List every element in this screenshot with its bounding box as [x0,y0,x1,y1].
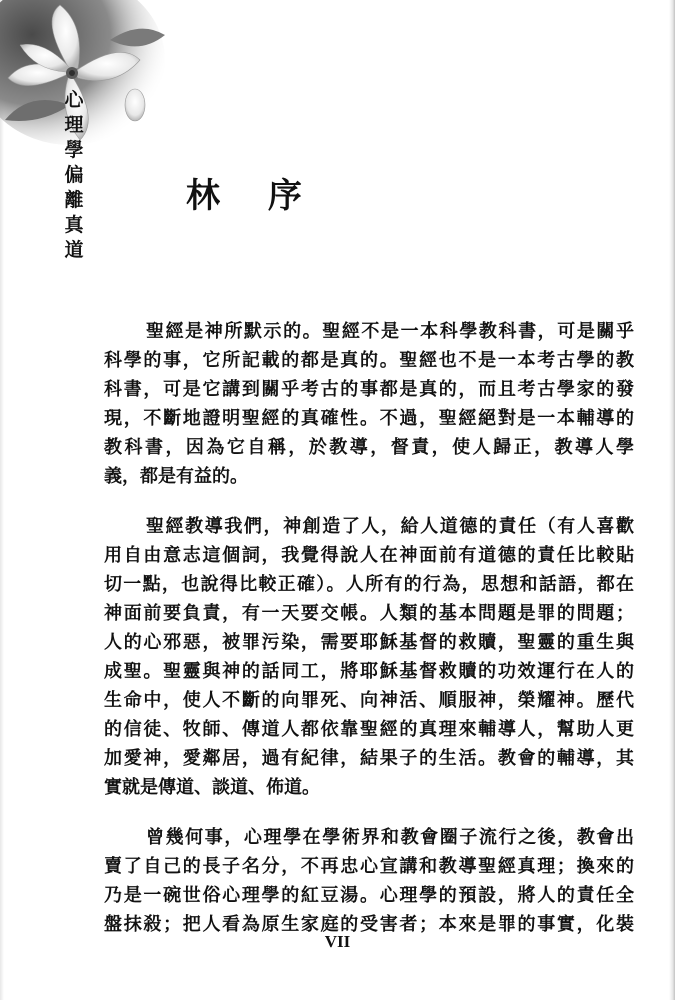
text-line: 乃是一碗世俗心理學的紅豆湯。心理學的預設，將人的責任全 [104,885,634,906]
text-line: 用自由意志這個詞，我覺得說人在神面前有道德的責任比較貼 [104,545,634,566]
preface-heading: 林 序 [186,176,320,216]
text-line: 盤抹殺；把人看為原生家庭的受害者；本來是罪的事實，化裝 [104,914,634,935]
text-line: 教科書，因為它自稱，於教導，督責，使人歸正，教導人學 [104,437,634,458]
text-line: 人的心邪惡，被罪污染，需要耶穌基督的救贖，聖靈的重生與 [104,632,634,653]
text-line: 聖經是神所默示的。聖經不是一本科學教科書，可是關乎 [146,321,634,342]
text-line: 切一點，也說得比較正確）。人所有的行為，思想和話語，都在 [104,574,634,595]
text-line: 科書，可是它講到關乎考古的事都是真的，而且考古學家的發 [104,379,634,400]
text-line: 實就是傳道、談道、佈道。 [104,777,320,798]
text-line: 加愛神，愛鄰居，過有紀律，結果子的生活。教會的輔導，其 [104,748,634,769]
text-line: 義，都是有益的。 [104,466,248,487]
paragraph [104,512,634,802]
text-line: 成聖。聖靈與神的話同工，將耶穌基督救贖的功效運行在人的 [104,661,634,682]
paragraph [104,823,634,939]
title-char: 理 [64,114,84,136]
title-char: 道 [64,239,84,261]
scan-shadow-right [669,0,675,1000]
text-line: 現，不斷地證明聖經的真確性。不過，聖經絕對是一本輔導的 [104,408,634,429]
text-line: 生命中，使人不斷的向罪死、向神活、順服神，榮耀神。歷代 [104,690,634,711]
page-number: VII [324,932,351,951]
text-line: 科學的事，它所記載的都是真的。聖經也不是一本考古學的教 [104,350,634,371]
title-char: 離 [64,189,84,211]
text-line: 聖經教導我們，神創造了人，給人道德的責任（有人喜歡 [146,516,634,537]
title-char: 偏 [64,164,84,186]
text-line: 神面前要負責，有一天要交帳。人類的基本問題是罪的問題； [104,603,634,624]
text-line: 賣了自己的長子名分，不再忠心宣講和教導聖經真理；換來的 [104,856,634,877]
body-text [104,317,634,960]
book-title-vertical [60,88,88,263]
title-char: 真 [64,214,84,236]
title-char: 心 [64,89,84,111]
text-line: 的信徒、牧師、傳道人都依靠聖經的真理來輔導人，幫助人更 [104,719,634,740]
title-char: 學 [64,139,84,161]
text-line: 曾幾何事，心理學在學術界和教會圈子流行之後，教會出 [146,827,634,848]
paragraph [104,317,634,491]
